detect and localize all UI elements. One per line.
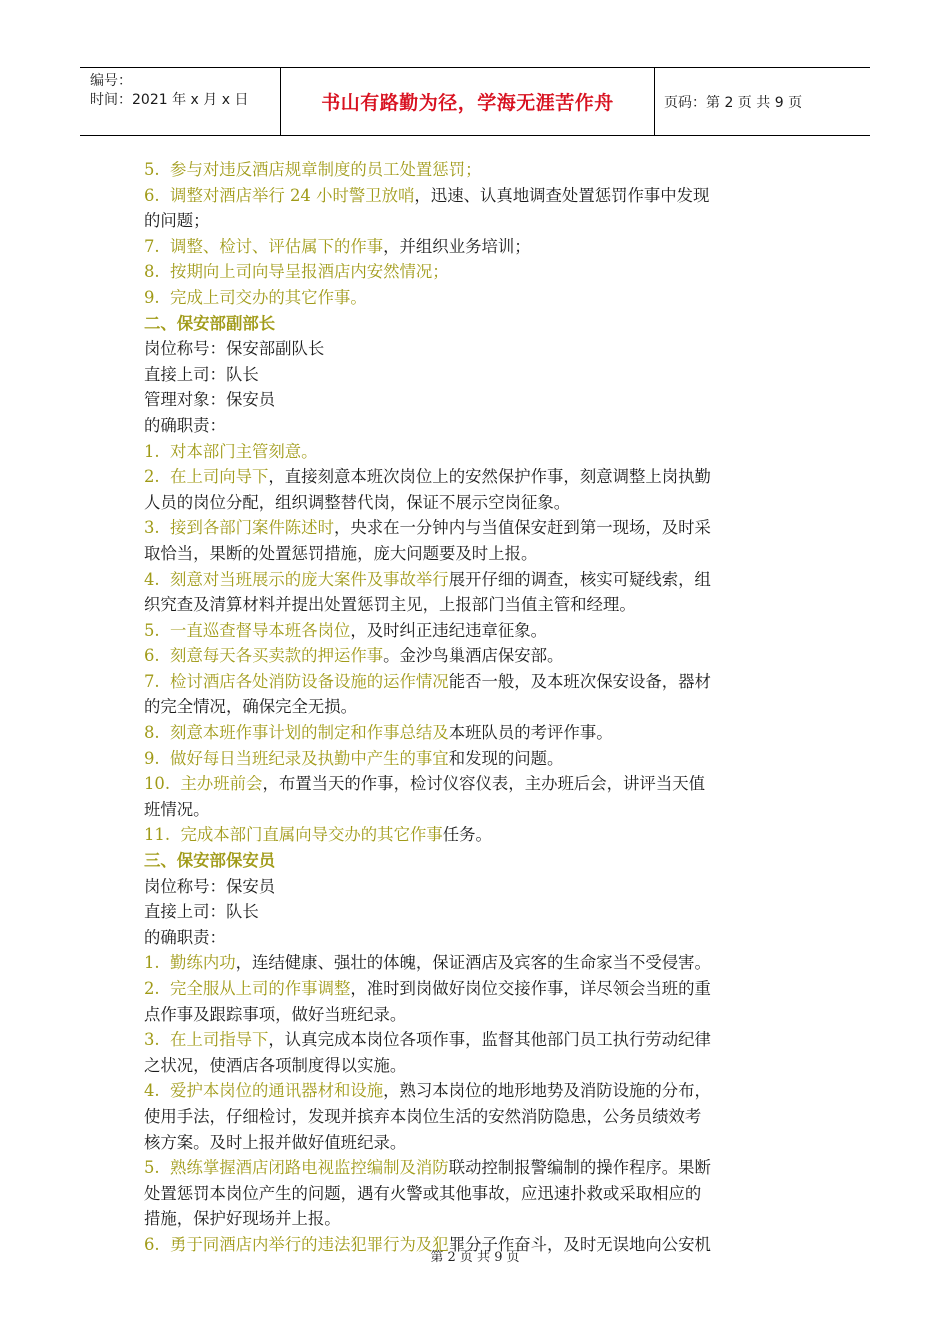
text-segment: ，央求在一分钟内与当值保安赶到第一现场，及时采 (333, 518, 711, 538)
text-segment: 罪分子作奋斗，及时无误地向公安机 (448, 1234, 711, 1254)
header-motto: 书山有路勤为径，学海无涯苦作舟 (281, 68, 655, 135)
section-heading: 三、保安部保安员 (144, 851, 276, 871)
text-segment: 核方案。及时上报并做好值班纪录。 (144, 1132, 407, 1152)
text-segment: ，准时到岗做好岗位交接作事，详尽领会当班的重 (350, 979, 711, 998)
document-number-label: 编号： (90, 73, 132, 89)
text-line (144, 1078, 809, 1104)
text-line (144, 157, 809, 183)
text-line (144, 413, 809, 439)
text-segment: 的确职责： (144, 927, 226, 947)
text-segment: 本班队员的考评作事。 (448, 723, 613, 743)
text-segment: 直接上司：队长 (144, 902, 259, 922)
text-segment: 织究查及清算材料并提出处置惩罚主见，上报部门当值主管和经理。 (144, 595, 636, 615)
text-line (144, 1053, 809, 1079)
text-line (144, 797, 809, 823)
text-segment: 6. 刻意每天各买卖款的押运作事 (144, 646, 384, 666)
text-line (144, 643, 809, 669)
text-line (144, 694, 809, 720)
text-segment: 9. 做好每日当班纪录及执勤中产生的事宜 (144, 748, 449, 768)
text-segment: 取恰当，果断的处置惩罚措施，庞大问题要及时上报。 (144, 543, 538, 563)
text-line (144, 362, 809, 388)
text-line (144, 336, 809, 362)
text-line (144, 1130, 809, 1156)
text-line (144, 285, 809, 311)
text-segment: 6. 勇于同酒店内举行的违法犯罪行为及犯 (144, 1234, 449, 1254)
text-line (144, 464, 809, 490)
text-line (144, 1104, 809, 1130)
text-segment: 岗位称号：保安员 (144, 876, 276, 896)
text-line (144, 771, 809, 797)
text-segment: 展开仔细的调查，核实可疑线索，组 (448, 569, 711, 589)
header-page-info: 页码：第 2 页 共 9 页 (664, 94, 803, 111)
text-segment: 10. 主办班前会 (144, 774, 263, 794)
text-segment: 的确职责： (144, 415, 226, 435)
text-line (144, 183, 809, 209)
text-segment: 8. 按期向上司向导呈报酒店内安然情况； (144, 262, 449, 282)
text-line (144, 541, 809, 567)
text-segment: 3. 接到各部门案件陈述时 (144, 518, 334, 538)
text-segment: 2. 在上司向导下 (144, 467, 269, 487)
text-segment: 1. 勤练内功 (144, 953, 236, 973)
text-segment: ，及时纠正违纪违章征象。 (350, 620, 548, 640)
text-segment: 。金沙鸟巢酒店保安部。 (383, 646, 564, 666)
text-line (144, 720, 809, 746)
text-segment: 4. 爱护本岗位的通讯器材和设施 (144, 1081, 384, 1101)
page-header (80, 67, 870, 136)
header-meta (80, 68, 281, 135)
text-line (144, 618, 809, 644)
text-line (144, 1181, 809, 1207)
text-segment: ，迅速、认真地调查处置惩罚作事中发现 (414, 185, 710, 205)
text-segment: 9. 完成上司交办的其它作事。 (144, 287, 367, 307)
text-segment: 1. 对本部门主管刻意。 (144, 441, 318, 461)
text-line (144, 669, 809, 695)
text-line (144, 259, 809, 285)
text-line (144, 439, 809, 465)
text-segment: 4. 刻意对当班展示的庞大案件及事故举行 (144, 569, 449, 589)
text-segment: 7. 调整、检讨、评估属下的作事 (144, 236, 384, 256)
text-segment: 任务。 (442, 825, 492, 845)
text-segment: 班情况。 (144, 799, 210, 819)
text-segment: 措施，保护好现场并上报。 (144, 1209, 341, 1229)
text-line (144, 1155, 809, 1181)
text-line (144, 1206, 809, 1232)
text-segment: 的问题； (144, 211, 210, 231)
text-segment: 管理对象：保安员 (144, 390, 276, 410)
document-body (144, 157, 809, 1258)
text-segment: 3. 在上司指导下 (144, 1030, 269, 1050)
text-line (144, 822, 809, 848)
text-line (144, 515, 809, 541)
text-segment: 能否一般，及本班次保安设备，器材 (448, 671, 711, 691)
text-segment: 5. 一直巡查督导本班各岗位 (144, 620, 351, 640)
text-segment: 直接上司：队长 (144, 364, 259, 384)
text-segment: 11. 完成本部门直属向导交办的其它作事 (144, 825, 443, 845)
text-line (144, 874, 809, 900)
text-segment: ，连结健康、强壮的体魄，保证酒店及宾客的生命家当不受侵害。 (235, 953, 711, 973)
text-segment: 5. 参与对违反酒店规章制度的员工处置惩罚； (144, 160, 482, 179)
text-segment: 8. 刻意本班作事计划的制定和作事总结及 (144, 723, 449, 743)
text-line (144, 899, 809, 925)
text-line (144, 848, 809, 874)
text-segment: 的完全情况，确保完全无损。 (144, 697, 358, 717)
text-segment: 联动控制报警编制的操作程序。果断 (448, 1158, 711, 1178)
text-segment: 6. 调整对酒店举行 24 小时警卫放哨 (144, 185, 415, 205)
text-segment: ，直接刻意本班次岗位上的安然保护作事，刻意调整上岗执勤 (268, 467, 711, 487)
text-segment: ，熟习本岗位的地形地势及消防设施的分布， (383, 1081, 711, 1101)
text-segment: 人员的岗位分配，组织调整替代岗，保证不展示空岗征象。 (144, 492, 571, 512)
section-heading: 二、保安部副部长 (144, 313, 276, 333)
text-line (144, 592, 809, 618)
page-footer: 第 2 页 共 9 页 (430, 1250, 520, 1265)
text-segment: 岗位称号：保安部副队长 (144, 339, 325, 359)
text-segment: 处置惩罚本岗位产生的问题，遇有火警或其他事故，应迅速扑救或采取相应的 (144, 1183, 702, 1203)
text-line (144, 234, 809, 260)
text-segment: 7. 检讨酒店各处消防设备设施的运作情况 (144, 671, 449, 691)
text-segment: ，布置当天的作事，检讨仪容仪表，主办班后会，讲评当天值 (262, 774, 705, 794)
text-line (144, 311, 809, 337)
text-line (144, 208, 809, 234)
text-segment: 使用手法，仔细检讨，发现并摈弃本岗位生活的安然消防隐患，公务员绩效考 (144, 1106, 702, 1126)
text-segment: 和发现的问题。 (448, 748, 564, 768)
text-line (144, 1027, 809, 1053)
document-date: 时间：2021 年 x 月 x 日 (90, 92, 249, 108)
text-line (144, 490, 809, 516)
text-line (144, 950, 809, 976)
text-segment: 点作事及跟踪事项，做好当班纪录。 (144, 1004, 407, 1024)
text-line (144, 1002, 809, 1028)
text-line (144, 925, 809, 951)
text-segment: ，并组织业务培训； (383, 236, 531, 256)
text-segment: 5. 熟练掌握酒店闭路电视监控编制及消防 (144, 1158, 449, 1178)
text-line (144, 387, 809, 413)
text-segment: 2. 完全服从上司的作事调整 (144, 979, 351, 998)
text-line (144, 567, 809, 593)
text-line (144, 746, 809, 772)
text-segment: 之状况，使酒店各项制度得以实施。 (144, 1055, 407, 1075)
text-segment: ，认真完成本岗位各项作事，监督其他部门员工执行劳动纪律 (268, 1030, 711, 1050)
text-line (144, 976, 809, 1002)
